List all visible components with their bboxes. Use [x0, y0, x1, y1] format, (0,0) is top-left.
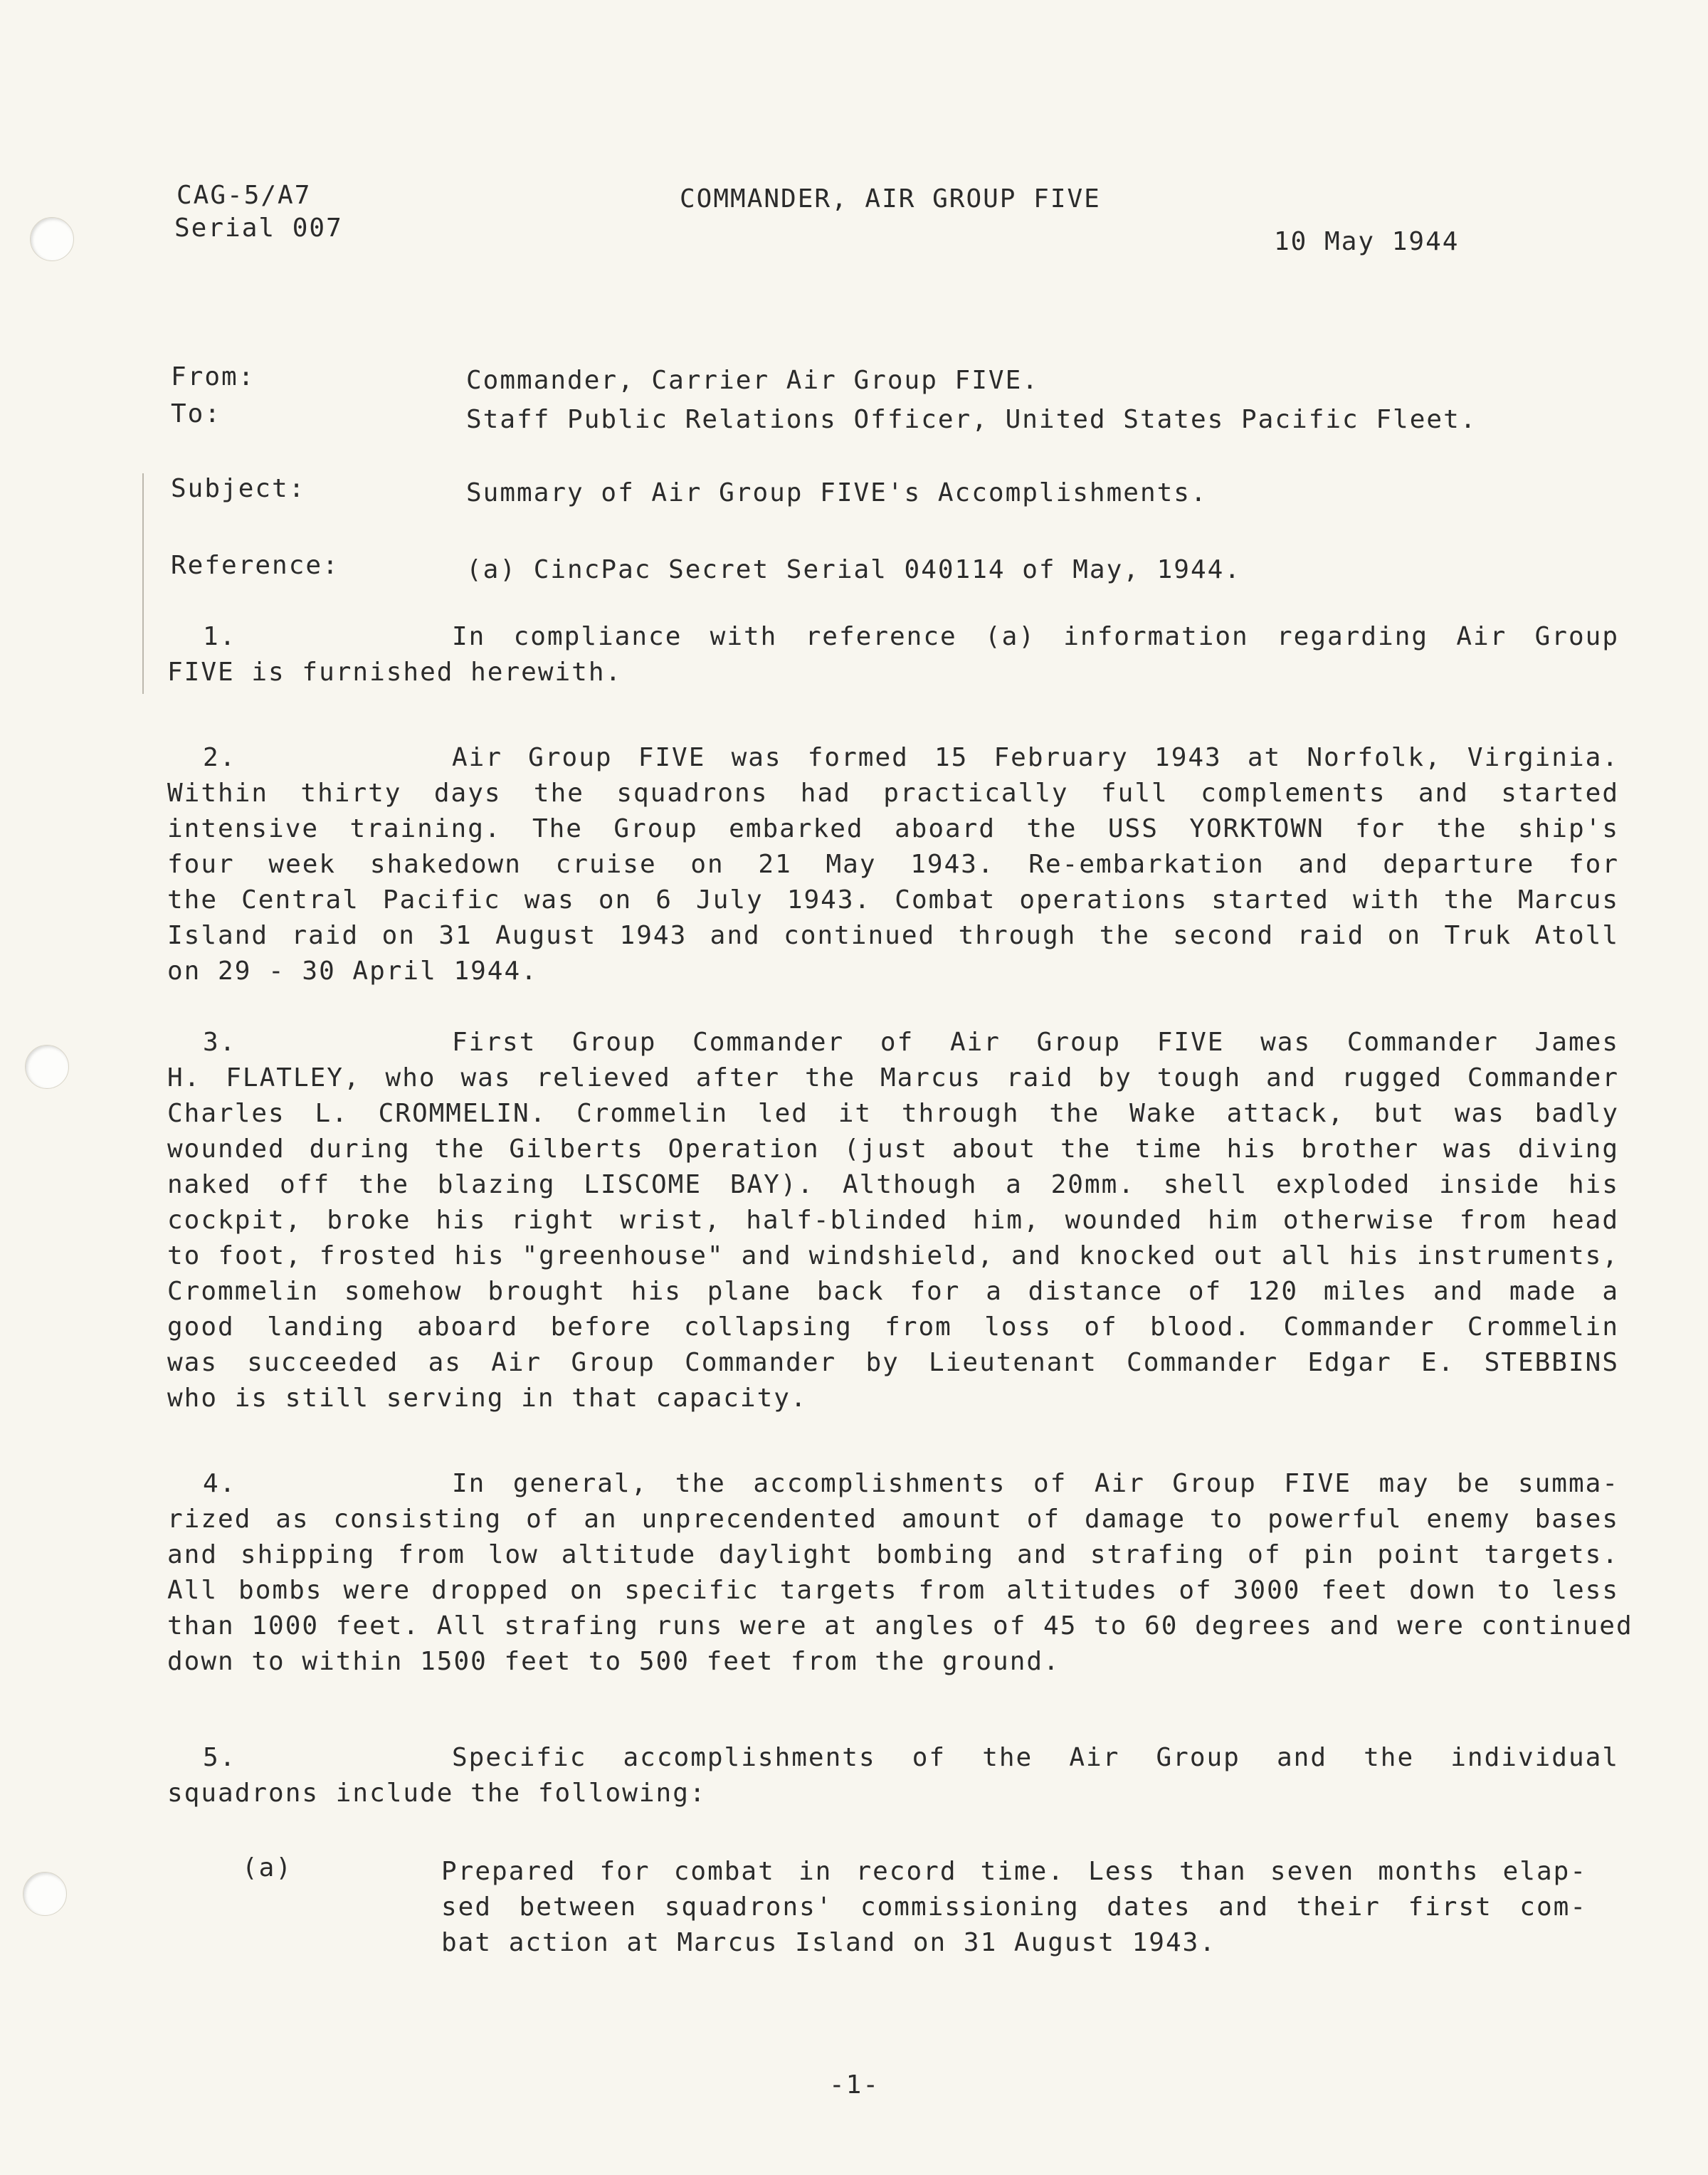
paragraph-line: In general, the accomplishments of Air Group FIVE may be summa- [452, 1469, 1619, 1498]
paragraph-line: cockpit, broke his right wrist, half-blinded him, wounded him otherwise from head [167, 1206, 1619, 1235]
subject-label: Subject: [171, 474, 306, 503]
sub-item-a [441, 1854, 1587, 1961]
paragraph-line: squadrons include the following: [167, 1779, 707, 1808]
paragraph-line: First Group Commander of Air Group FIVE was Commander James [452, 1028, 1619, 1057]
paragraph-2 [167, 740, 1619, 989]
file-code: CAG-5/A7 [176, 181, 312, 210]
sub-item-line: Prepared for combat in record time. Less than seven months elap- [441, 1857, 1587, 1886]
paragraph-line: on 29 - 30 April 1944. [167, 957, 538, 986]
paragraph-line: was succeeded as Air Group Commander by Lieutenant Commander Edgar E. STEBBINS [167, 1348, 1619, 1377]
reference-label: Reference: [171, 551, 339, 580]
binder-hole-bottom [23, 1872, 67, 1916]
paragraph-line: than 1000 feet. All strafing runs were at angles of 45 to 60 degrees and were continued [167, 1611, 1633, 1641]
paragraph-number: 2. [203, 743, 237, 772]
paragraph-line: Air Group FIVE was formed 15 February 1943 at Norfolk, Virginia. [452, 743, 1619, 772]
paragraph-line: who is still serving in that capacity. [167, 1384, 808, 1413]
document-date: 10 May 1944 [1274, 227, 1460, 256]
paragraph-line: down to within 1500 feet to 500 feet from the ground. [167, 1647, 1060, 1676]
sub-item-line: bat action at Marcus Island on 31 August 1943. [441, 1928, 1216, 1957]
paragraph-line: H. FLATLEY, who was relieved after the Marcus raid by tough and rugged Commander [167, 1063, 1619, 1092]
sub-item-line: sed between squadrons' commissioning dates and their first com- [441, 1892, 1587, 1922]
paragraph-line: and shipping from low altitude daylight bombing and strafing of pin point targets. [167, 1540, 1619, 1569]
paragraph-line: intensive training. The Group embarked aboard the USS YORKTOWN for the ship's [167, 814, 1619, 843]
paragraph-line: In compliance with reference (a) information regarding Air Group [452, 622, 1619, 651]
paragraph-line: Crommelin somehow brought his plane back for a distance of 120 miles and made a [167, 1277, 1619, 1306]
to-value: Staff Public Relations Officer, United States Pacific Fleet. [466, 405, 1477, 434]
paragraph-number: 5. [203, 1743, 237, 1772]
to-label: To: [171, 399, 222, 428]
paragraph-4 [167, 1466, 1633, 1680]
paragraph-line: All bombs were dropped on specific targets from altitudes of 3000 feet down to less [167, 1576, 1619, 1605]
paragraph-3 [167, 1025, 1619, 1416]
paragraph-line: Within thirty days the squadrons had practically full complements and started [167, 779, 1619, 808]
from-label: From: [171, 362, 255, 391]
paragraph-line: four week shakedown cruise on 21 May 1943. Re-embarkation and departure for [167, 850, 1619, 879]
paragraph-1 [167, 619, 1619, 690]
binder-hole-top [30, 217, 74, 261]
paragraph-line: the Central Pacific was on 6 July 1943. Combat operations started with the Marcus [167, 885, 1619, 915]
page-number: -1- [829, 2070, 880, 2100]
sub-item-label: (a) [242, 1853, 293, 1882]
paragraph-line: Island raid on 31 August 1943 and continued through the second raid on Truk Atoll [167, 921, 1619, 950]
serial-number: Serial 007 [174, 214, 343, 243]
paragraph-number: 4. [203, 1469, 237, 1498]
paragraph-line: good landing aboard before collapsing from loss of blood. Commander Crommelin [167, 1312, 1619, 1342]
paragraph-line: rized as consisting of an unprecendented amount of damage to powerful enemy bases [167, 1505, 1619, 1534]
from-value: Commander, Carrier Air Group FIVE. [466, 366, 1039, 395]
paragraph-number: 3. [203, 1028, 237, 1057]
paragraph-line: wounded during the Gilberts Operation (just about the time his brother was diving [167, 1134, 1619, 1164]
organization-heading: COMMANDER, AIR GROUP FIVE [680, 184, 1101, 214]
paragraph-number: 1. [203, 622, 237, 651]
paragraph-5 [167, 1740, 1619, 1811]
paragraph-line: Charles L. CROMMELIN. Crommelin led it through the Wake attack, but was badly [167, 1099, 1619, 1128]
binder-hole-middle [25, 1045, 69, 1089]
subject-value: Summary of Air Group FIVE's Accomplishments. [466, 478, 1208, 507]
reference-value: (a) CincPac Secret Serial 040114 of May, 1944. [466, 555, 1241, 584]
paragraph-line: FIVE is furnished herewith. [167, 658, 623, 687]
paragraph-line: Specific accomplishments of the Air Group and the individual [452, 1743, 1619, 1772]
paragraph-line: naked off the blazing LISCOME BAY). Although a 20mm. shell exploded inside his [167, 1170, 1619, 1199]
margin-line [142, 473, 144, 694]
paragraph-line: to foot, frosted his "greenhouse" and windshield, and knocked out all his instruments, [167, 1241, 1619, 1270]
